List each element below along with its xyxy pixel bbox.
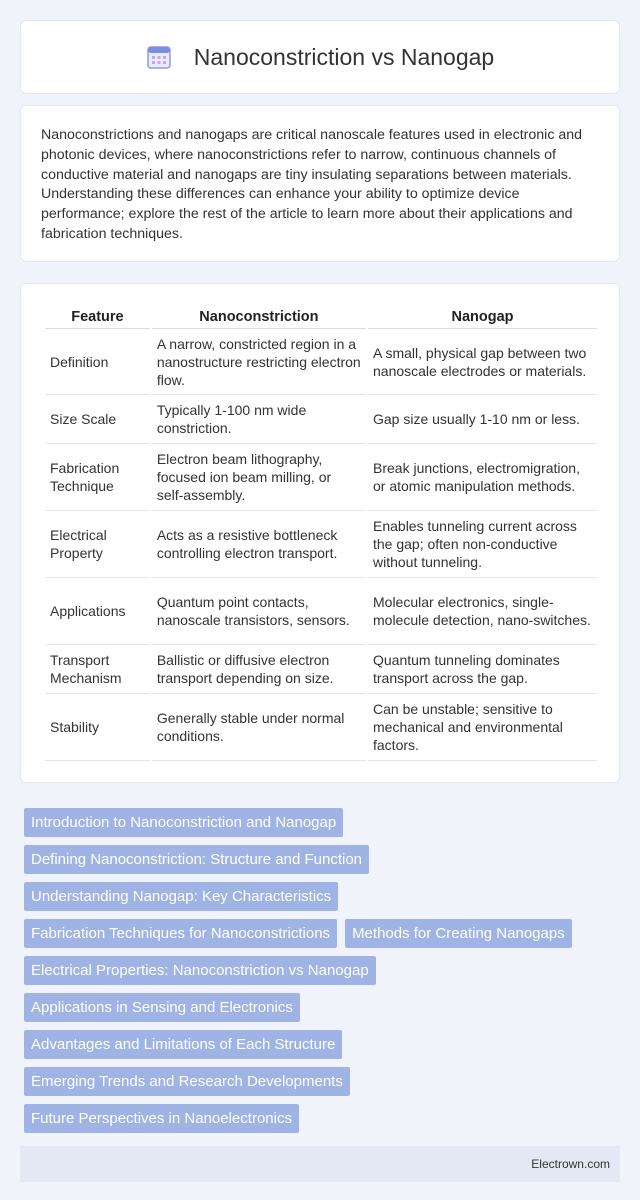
- topic-link-fabrication-techniques[interactable]: Fabrication Techniques for Nanoconstrictions: [24, 919, 337, 948]
- cell-nanoconstriction: Electron beam lithography, focused ion beam milling, or self-assembly.: [152, 444, 366, 511]
- topic-link-applications[interactable]: Applications in Sensing and Electronics: [24, 993, 300, 1022]
- link-row: [24, 1067, 620, 1096]
- intro-card: [20, 105, 620, 262]
- table-row: [45, 395, 597, 444]
- cell-feature: Fabrication Technique: [45, 444, 150, 511]
- table-row: [45, 511, 597, 578]
- page-title: Nanoconstriction vs Nanogap: [193, 43, 495, 70]
- cell-feature: Stability: [45, 694, 150, 761]
- cell-nanoconstriction: Typically 1-100 nm wide constriction.: [152, 395, 366, 444]
- cell-feature: Definition: [45, 329, 150, 395]
- cell-nanoconstriction: A narrow, constricted region in a nanostructure restricting electron flow.: [152, 329, 366, 395]
- table-row: [45, 578, 597, 645]
- topic-link-electrical-properties[interactable]: Electrical Properties: Nanoconstriction vs Nanogap: [24, 956, 376, 985]
- cell-feature: Applications: [45, 578, 150, 645]
- comparison-table: [43, 305, 599, 761]
- link-row: [24, 1030, 620, 1059]
- topic-link-methods-nanogaps[interactable]: Methods for Creating Nanogaps: [345, 919, 572, 948]
- footer: [20, 1146, 620, 1182]
- link-row: [24, 919, 620, 948]
- cell-nanogap: Enables tunneling current across the gap; often non-conductive without tunneling.: [368, 511, 597, 578]
- header-nanogap: Nanogap: [368, 305, 597, 329]
- header-nanoconstriction: Nanoconstriction: [152, 305, 366, 329]
- footer-brand[interactable]: Electrown.com: [531, 1157, 610, 1171]
- intro-paragraph: Nanoconstrictions and nanogaps are critical nanoscale features used in electronic and photonic devices, where nanoconstrictions refer to narrow, continuous channels of conductive material and nanogaps are tiny insulating separations between materials. Understanding these differences can enhance your ability to optimize device performance; explore the rest of the article to learn more about their applications and fabrication techniques.: [41, 127, 583, 242]
- table-row: [45, 694, 597, 761]
- cell-feature: Electrical Property: [45, 511, 150, 578]
- topic-link-advantages-limitations[interactable]: Advantages and Limitations of Each Structure: [24, 1030, 342, 1059]
- topic-link-introduction[interactable]: Introduction to Nanoconstriction and Nanogap: [24, 808, 343, 837]
- link-row: [24, 1104, 620, 1133]
- comparison-card: [20, 283, 620, 783]
- table-header-row: [45, 305, 597, 329]
- table-row: [45, 645, 597, 694]
- link-row: [24, 956, 620, 985]
- link-row: [24, 845, 620, 874]
- cell-nanogap: Molecular electronics, single-molecule detection, nano-switches.: [368, 578, 597, 645]
- topic-link-understanding-nanogap[interactable]: Understanding Nanogap: Key Characteristics: [24, 882, 338, 911]
- table-row: [45, 444, 597, 511]
- topic-link-emerging-trends[interactable]: Emerging Trends and Research Developments: [24, 1067, 350, 1096]
- cell-nanogap: Break junctions, electromigration, or atomic manipulation methods.: [368, 444, 597, 511]
- link-row: [24, 882, 620, 911]
- topic-link-defining-nanoconstriction[interactable]: Defining Nanoconstriction: Structure and Function: [24, 845, 369, 874]
- cell-nanogap: Can be unstable; sensitive to mechanical and environmental factors.: [368, 694, 597, 761]
- cell-nanogap: Quantum tunneling dominates transport across the gap.: [368, 645, 597, 694]
- link-row: [24, 808, 620, 837]
- table-row: [45, 329, 597, 395]
- cell-feature: Size Scale: [45, 395, 150, 444]
- cell-nanoconstriction: Ballistic or diffusive electron transport depending on size.: [152, 645, 366, 694]
- topic-links: [24, 808, 620, 1141]
- cell-feature: Transport Mechanism: [45, 645, 150, 694]
- cell-nanogap: Gap size usually 1-10 nm or less.: [368, 395, 597, 444]
- header-feature: Feature: [45, 305, 150, 329]
- cell-nanoconstriction: Quantum point contacts, nanoscale transistors, sensors.: [152, 578, 366, 645]
- cell-nanoconstriction: Acts as a resistive bottleneck controlling electron transport.: [152, 511, 366, 578]
- cell-nanogap: A small, physical gap between two nanoscale electrodes or materials.: [368, 329, 597, 395]
- cell-nanoconstriction: Generally stable under normal conditions.: [152, 694, 366, 761]
- link-row: [24, 993, 620, 1022]
- topic-link-future-perspectives[interactable]: Future Perspectives in Nanoelectronics: [24, 1104, 299, 1133]
- calendar-icon: [146, 44, 172, 70]
- title-card: [20, 20, 620, 94]
